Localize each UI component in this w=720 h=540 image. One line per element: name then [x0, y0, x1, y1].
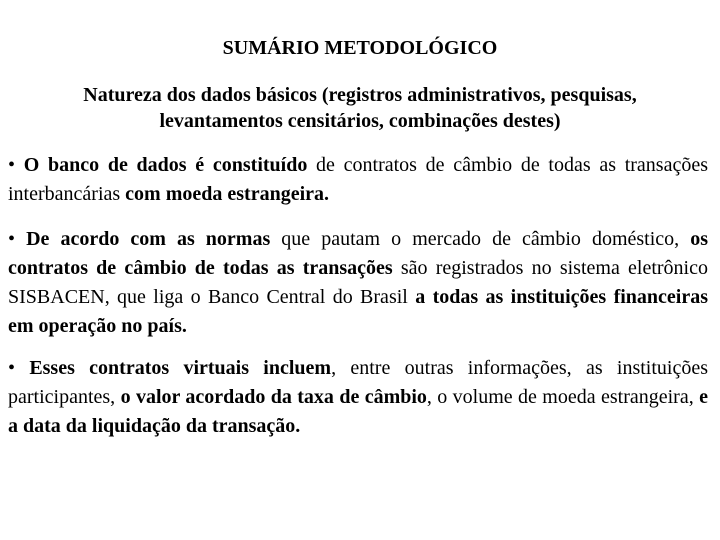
bold-text: os contratos de câmbio de todas as transações — [8, 228, 709, 279]
bold-text: a todas as instituições financeiras em operação no país. — [8, 286, 708, 337]
body-text: de contratos de câmbio de todas as transações interbancárias — [8, 154, 708, 205]
bullet-marker: • — [8, 357, 16, 379]
bullet-marker: • — [8, 228, 16, 250]
body-text: , o volume de moeda estrangeira, — [426, 386, 700, 408]
bullet-paragraph-1 — [8, 151, 708, 209]
bold-text: O banco de dados é constituído — [23, 154, 308, 176]
bold-text: e a data da liquidação da transação. — [8, 386, 708, 437]
bold-text: De acordo com as normas — [26, 228, 271, 250]
bold-text: Esses contratos virtuais incluem — [29, 357, 332, 379]
body-text: , entre outras informações, as instituições participantes, — [8, 357, 708, 408]
section-subtitle: Natureza dos dados básicos (registros administrativos, pesquisas, levantamentos censitários, combinações destes) — [83, 84, 637, 132]
bullet-marker: • — [8, 154, 16, 176]
bullet-paragraph-2 — [8, 225, 708, 341]
bold-text: com moeda estrangeira. — [125, 183, 329, 205]
bullet-paragraph-3 — [8, 354, 708, 441]
body-text: são registrados no sistema eletrônico SISBACEN, que liga o Banco Central do Brasil — [8, 257, 708, 308]
body-text: que pautam o mercado de câmbio doméstico, — [270, 228, 691, 250]
page-title: SUMÁRIO METODOLÓGICO — [222, 37, 498, 59]
bold-text: o valor acordado da taxa de câmbio — [120, 386, 427, 408]
